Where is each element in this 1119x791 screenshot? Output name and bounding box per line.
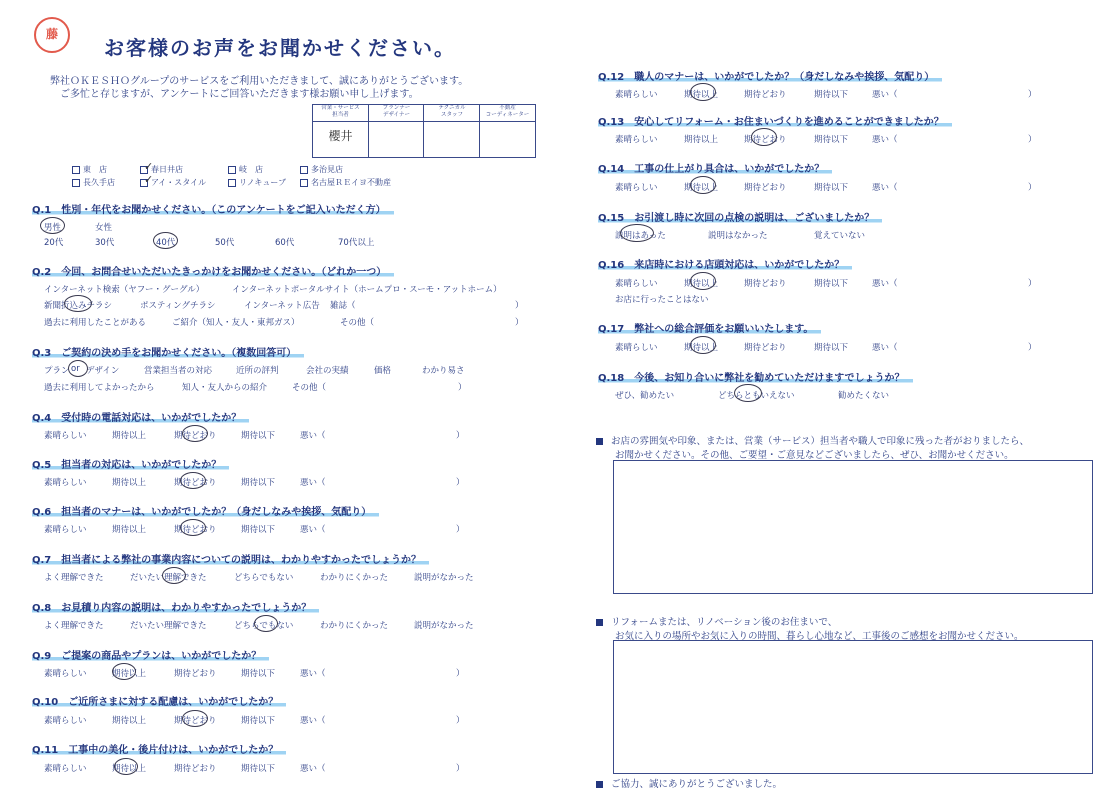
q17-option[interactable]: 期待以下 — [814, 343, 849, 353]
q4-option[interactable]: 素晴らしい — [44, 431, 87, 441]
staff-header-realestate: 不動産 コーディネーター — [480, 105, 535, 122]
q13-option[interactable]: 期待以下 — [814, 135, 849, 145]
q12-option[interactable]: 悪い（ — [872, 90, 898, 100]
seal-stamp-icon: 藤 — [34, 17, 70, 53]
store-option-higashi[interactable]: 東 店 — [72, 164, 107, 175]
staff-header-sales: 営業・サービス 担当者 — [313, 105, 368, 122]
q16-option[interactable]: 素晴らしい — [615, 279, 658, 289]
q5-option: ） — [456, 478, 465, 488]
q17-option[interactable]: 素晴らしい — [615, 343, 658, 353]
staff-cell-sales[interactable] — [313, 105, 368, 157]
q9-option[interactable]: 期待どおり — [174, 669, 217, 679]
free-text-1-prompt-line2: お聞かせください。その他、ご要望・ご意見などございましたら、ぜひ、お聞かせください。 — [615, 450, 1014, 461]
q6-option[interactable]: 期待以上 — [112, 525, 147, 535]
store-option-renocube[interactable]: リノキューブ — [228, 177, 286, 188]
q9-option[interactable]: 悪い（ — [300, 669, 326, 679]
answer-circle-mark — [690, 83, 716, 101]
q15-option[interactable]: 説明はなかった — [708, 231, 768, 241]
q7-option[interactable]: 説明がなかった — [414, 573, 474, 583]
q8-option[interactable]: だいたい理解できた — [130, 621, 207, 631]
q14-option: ） — [1028, 183, 1037, 193]
q9-option[interactable]: 期待以下 — [241, 669, 276, 679]
q15-option[interactable]: 覚えていない — [814, 231, 866, 241]
answer-circle-mark — [254, 615, 278, 632]
q6-option: ） — [456, 525, 465, 535]
q3-option: ） — [458, 383, 467, 393]
q3-option[interactable]: その他（ — [292, 383, 327, 393]
q6-option[interactable]: 期待以下 — [241, 525, 276, 535]
q3-option[interactable]: 会社の実績 — [306, 366, 349, 376]
q2-option[interactable]: 過去に利用したことがある — [44, 318, 147, 328]
q9-option: ） — [456, 669, 465, 679]
q3-option[interactable]: わかり易さ — [422, 366, 465, 376]
q13-title: Q.13 安心してリフォーム・お住まいづくりを進めることができましたか？ — [598, 113, 952, 128]
q1-option[interactable]: 30代 — [95, 238, 115, 248]
free-text-2-prompt-line2: お気に入りの場所やお気に入りの時間、暮らし心地など、工事後のご感想をお聞かせください。 — [615, 631, 1024, 642]
q15-title: Q.15 お引渡し時に次回の点検の説明は、ございましたか？ — [598, 209, 882, 224]
q16-option[interactable]: 悪い（ — [872, 279, 898, 289]
checkbox-icon — [300, 179, 308, 187]
q3-option[interactable]: プラン — [44, 366, 70, 376]
q13-option[interactable]: 期待以上 — [684, 135, 719, 145]
square-bullet-icon — [596, 619, 603, 626]
q5-option[interactable]: 素晴らしい — [44, 478, 87, 488]
q13-option[interactable]: 素晴らしい — [615, 135, 658, 145]
q11-option[interactable]: 悪い（ — [300, 764, 326, 774]
q14-option[interactable]: 素晴らしい — [615, 183, 658, 193]
q2-option[interactable]: ポスティングチラシ — [140, 301, 216, 311]
q11-option[interactable]: 期待以上 — [112, 764, 147, 774]
answer-circle-mark — [180, 519, 206, 536]
q3-option[interactable]: 知人・友人からの紹介 — [182, 383, 268, 393]
q4-option: ） — [456, 431, 465, 441]
q7-option[interactable]: よく理解できた — [44, 573, 104, 583]
answer-circle-mark — [620, 224, 654, 242]
q1-option[interactable]: 20代 — [44, 238, 64, 248]
q2-option[interactable]: インターネットポータルサイト（ホームプロ・スーモ・アットホーム） — [232, 285, 502, 295]
staff-header-technical: テクニカル スタッフ — [424, 105, 480, 122]
q17-option[interactable]: 期待以上 — [684, 343, 719, 353]
q15-option[interactable]: 説明はあった — [615, 231, 666, 241]
q17-option: ） — [1028, 343, 1037, 353]
answer-circle-mark — [68, 360, 88, 377]
q2-option[interactable]: 新聞折込みチラシ — [44, 301, 113, 311]
q8-option[interactable]: よく理解できた — [44, 621, 104, 631]
q3-option[interactable]: 営業担当者の対応 — [144, 366, 213, 376]
q17-option[interactable]: 悪い（ — [872, 343, 898, 353]
staff-table — [312, 104, 536, 158]
q17-option[interactable]: 期待どおり — [744, 343, 787, 353]
answer-circle-mark — [690, 176, 716, 194]
q6-option[interactable]: 悪い（ — [300, 525, 326, 535]
q12-option: ） — [1028, 90, 1037, 100]
square-bullet-icon — [596, 781, 603, 788]
q14-option[interactable]: 期待以下 — [814, 183, 849, 193]
q4-option[interactable]: 悪い（ — [300, 431, 326, 441]
q1-option[interactable]: 50代 — [215, 238, 235, 248]
checkbox-icon — [72, 166, 80, 174]
q11-option[interactable]: 期待どおり — [174, 764, 217, 774]
q12-option[interactable]: 期待以上 — [684, 90, 719, 100]
free-text-2-box[interactable] — [613, 640, 1093, 774]
q3-option: or — [71, 364, 80, 374]
q2-option[interactable]: インターネット広告 — [244, 301, 320, 311]
q12-option[interactable]: 素晴らしい — [615, 90, 658, 100]
q4-option[interactable]: 期待以上 — [112, 431, 147, 441]
staff-cell-realestate[interactable] — [479, 105, 535, 157]
checkbox-icon — [72, 179, 80, 187]
staff-header-planner: プランナー デザイナー — [369, 105, 424, 122]
q10-option[interactable]: 期待以上 — [112, 716, 147, 726]
q16-option[interactable]: お店に行ったことはない — [615, 295, 709, 305]
answer-circle-mark — [690, 272, 716, 290]
q10-title: Q.10 ご近所さまに対する配慮は、いかがでしたか？ — [32, 693, 286, 708]
q5-option[interactable]: 期待どおり — [174, 478, 217, 488]
q3-title: Q.3 ご契約の決め手をお聞かせください。（複数回答可） — [32, 344, 304, 359]
q8-option[interactable]: どちらでもない — [234, 621, 294, 631]
q2-option[interactable]: インターネット検索（ヤフー・グーグル） — [44, 285, 205, 295]
q4-option[interactable]: 期待どおり — [174, 431, 217, 441]
answer-circle-mark — [690, 336, 716, 354]
store-option-nagoya-realestate[interactable]: 名古屋ＲＥイヨ不動産 — [300, 177, 391, 188]
store-option-nagakute[interactable]: 長久手店 — [72, 177, 115, 188]
intro-line-1: 弊社ＯＫＥＳＨＯグループのサービスをご利用いただきまして、誠にありがとうございます。 — [50, 76, 469, 87]
q10-option: ） — [456, 716, 465, 726]
checkbox-icon — [228, 179, 236, 187]
q7-title: Q.7 担当者による弊社の事業内容についての説明は、わかりやすかったでしょうか？ — [32, 551, 429, 566]
store-option-kasugai[interactable]: 春日井店 — [140, 164, 183, 175]
q13-option[interactable]: 悪い（ — [872, 135, 898, 145]
q11-option: ） — [456, 764, 465, 774]
q17-title: Q.17 弊社への総合評価をお願いいたします。 — [598, 320, 821, 335]
free-text-1-box[interactable] — [613, 460, 1093, 594]
q1-option[interactable]: 女性 — [95, 223, 113, 233]
q2-option[interactable]: その他（ — [340, 318, 375, 328]
q1-option[interactable]: 70代以上 — [338, 238, 375, 248]
q3-option[interactable]: デザイン — [86, 366, 120, 376]
q13-option: ） — [1028, 135, 1037, 145]
q9-option[interactable]: 素晴らしい — [44, 669, 87, 679]
q18-option[interactable]: ぜひ、勧めたい — [615, 391, 675, 401]
answer-circle-mark — [112, 663, 136, 680]
free-text-2-prompt-line1: リフォームまたは、リノベーション後のお住まいで、 — [596, 614, 837, 628]
store-option-istyle[interactable]: アイ・スタイル — [140, 177, 206, 188]
q5-option[interactable]: 期待以下 — [241, 478, 276, 488]
q14-option[interactable]: 悪い（ — [872, 183, 898, 193]
q10-option[interactable]: 期待以下 — [241, 716, 276, 726]
answer-circle-mark — [162, 567, 186, 584]
q14-option[interactable]: 期待どおり — [744, 183, 787, 193]
q16-option[interactable]: 期待以下 — [814, 279, 849, 289]
q18-title: Q.18 今後、お知り合いに弊社を勧めていただけますでしょうか？ — [598, 369, 913, 384]
q14-title: Q.14 工事の仕上がり具合は、いかがでしたか？ — [598, 160, 832, 175]
q1-option[interactable]: 40代 — [156, 238, 176, 248]
q14-option[interactable]: 期待以上 — [684, 183, 719, 193]
answer-circle-mark — [182, 425, 208, 442]
q1-title: Q.1 性別・年代をお聞かせください。（このアンケートをご記入いただく方） — [32, 201, 394, 216]
answer-circle-mark — [40, 217, 65, 234]
q11-title: Q.11 工事中の美化・後片付けは、いかがでしたか？ — [32, 741, 286, 756]
q4-option[interactable]: 期待以下 — [241, 431, 276, 441]
q16-option[interactable]: 期待以上 — [684, 279, 719, 289]
page-title: お客様のお声をお聞かせください。 — [104, 36, 456, 60]
q5-title: Q.5 担当者の対応は、いかがでしたか？ — [32, 456, 229, 471]
answer-circle-mark — [182, 710, 208, 727]
q6-option[interactable]: 期待どおり — [174, 525, 217, 535]
q16-option[interactable]: 期待どおり — [744, 279, 787, 289]
q3-option[interactable]: 過去に利用してよかったから — [44, 383, 155, 393]
checkmark-icon: ✓ — [144, 173, 154, 186]
q12-option[interactable]: 期待以下 — [814, 90, 849, 100]
answer-circle-mark — [153, 232, 178, 249]
q16-option: ） — [1028, 279, 1037, 289]
answer-circle-mark — [751, 128, 777, 146]
answer-circle-mark — [734, 384, 762, 402]
q7-option[interactable]: だいたい理解できた — [130, 573, 207, 583]
square-bullet-icon — [596, 438, 603, 445]
answer-circle-mark — [180, 472, 206, 489]
checkbox-icon — [300, 166, 308, 174]
checkmark-icon: ✓ — [144, 160, 154, 173]
store-option-gifu[interactable]: 岐 店 — [228, 164, 263, 175]
q4-title: Q.4 受付時の電話対応は、いかがでしたか？ — [32, 409, 249, 424]
q1-option[interactable]: 60代 — [275, 238, 295, 248]
q3-option[interactable]: 近所の評判 — [236, 366, 279, 376]
q12-option[interactable]: 期待どおり — [744, 90, 787, 100]
q18-option[interactable]: どちらともいえない — [718, 391, 795, 401]
q1-option[interactable]: 男性 — [44, 223, 62, 233]
q10-option[interactable]: 悪い（ — [300, 716, 326, 726]
q2-title: Q.2 今回、お問合せいただいたきっかけをお聞かせください。（どれか一つ） — [32, 263, 394, 278]
q5-option[interactable]: 期待以上 — [112, 478, 147, 488]
q3-option[interactable]: 価格 — [374, 366, 392, 376]
q7-option[interactable]: どちらでもない — [234, 573, 294, 583]
free-text-1-prompt-line1: お店の雰囲気や印象、または、営業（サービス）担当者や職人で印象に残った者がおりましたら、 — [596, 433, 1029, 447]
q8-option[interactable]: 説明がなかった — [414, 621, 474, 631]
footer-thanks: ご協力、誠にありがとうございました。 — [596, 776, 782, 790]
checkbox-icon — [228, 166, 236, 174]
q2-option: ） — [515, 301, 524, 311]
q6-option[interactable]: 素晴らしい — [44, 525, 87, 535]
q13-option[interactable]: 期待どおり — [744, 135, 787, 145]
store-option-tajimi[interactable]: 多治見店 — [300, 164, 343, 175]
q18-option[interactable]: 勧めたくない — [838, 391, 890, 401]
q2-option[interactable]: 雑誌（ — [330, 301, 356, 311]
intro-line-2: ご多忙と存じますが、アンケートにご回答いただきます様お願い申し上げます。 — [60, 89, 419, 100]
answer-circle-mark — [114, 758, 138, 775]
q9-option[interactable]: 期待以上 — [112, 669, 147, 679]
q8-option[interactable]: わかりにくかった — [320, 621, 389, 631]
q11-option[interactable]: 素晴らしい — [44, 764, 87, 774]
q10-option[interactable]: 素晴らしい — [44, 716, 87, 726]
q11-option[interactable]: 期待以下 — [241, 764, 276, 774]
q6-title: Q.6 担当者のマナーは、いかがでしたか？（身だしなみや挨拶、気配り） — [32, 503, 379, 518]
q7-option[interactable]: わかりにくかった — [320, 573, 389, 583]
q16-title: Q.16 来店時における店頭対応は、いかがでしたか？ — [598, 256, 852, 271]
q12-title: Q.12 職人のマナーは、いかがでしたか？（身だしなみや挨拶、気配り） — [598, 68, 942, 83]
q9-title: Q.9 ご提案の商品やプランは、いかがでしたか？ — [32, 647, 269, 662]
q5-option[interactable]: 悪い（ — [300, 478, 326, 488]
staff-cell-technical[interactable] — [423, 105, 480, 157]
q2-option: ） — [515, 318, 524, 328]
staff-cell-planner[interactable] — [368, 105, 424, 157]
q8-title: Q.8 お見積り内容の説明は、わかりやすかったでしょうか？ — [32, 599, 319, 614]
q10-option[interactable]: 期待どおり — [174, 716, 217, 726]
answer-circle-mark — [64, 295, 92, 312]
staff-value-sales[interactable]: 櫻井 — [328, 129, 353, 143]
q2-option[interactable]: ご紹介（知人・友人・東邦ガス） — [172, 318, 300, 328]
